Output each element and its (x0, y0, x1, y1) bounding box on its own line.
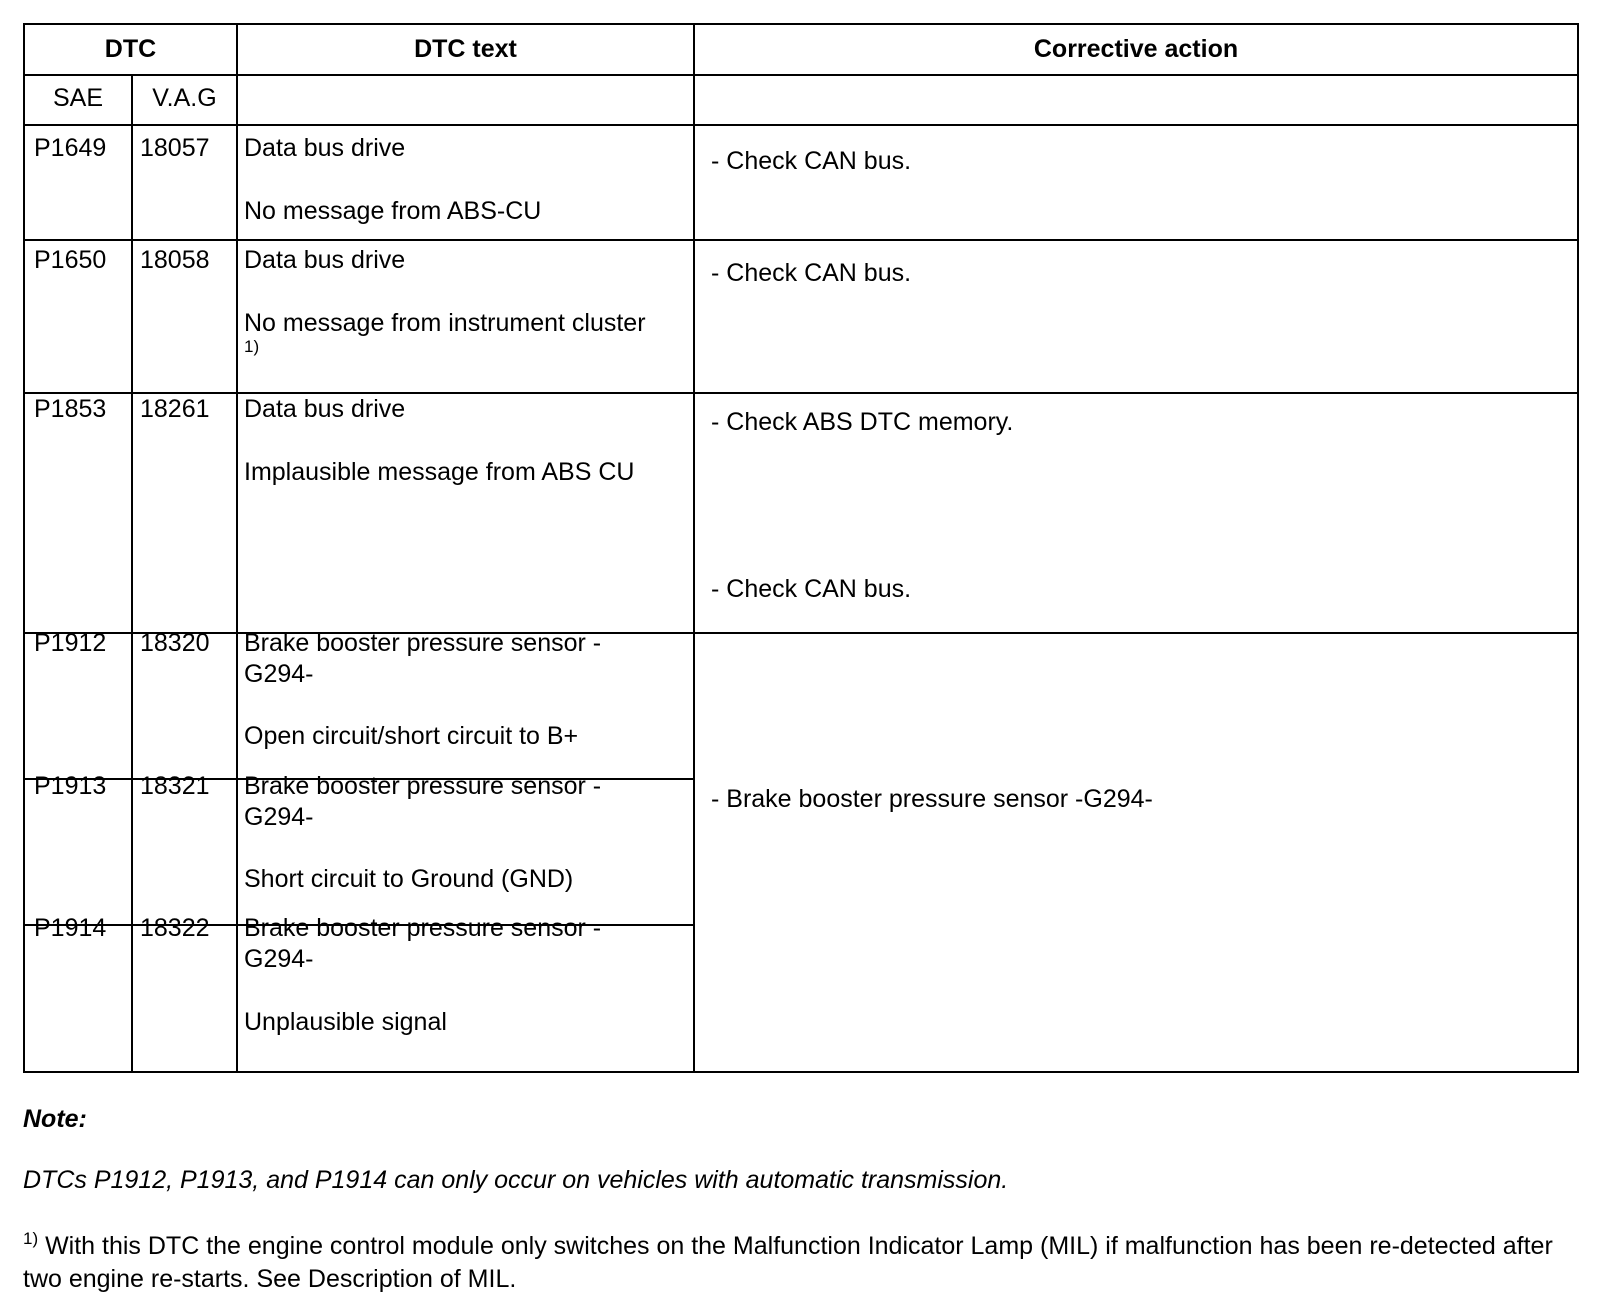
dtc-text-line2: Implausible message from ABS CU (244, 458, 635, 486)
dtc-text-line1: Data bus drive (244, 246, 406, 274)
footnote-text: With this DTC the engine control module only switches on the Malfunction Indicator Lamp (MIL) if malfunction has been re-detected after two engine re-starts. (23, 1232, 1553, 1293)
header-vag: V.A.G (152, 84, 217, 112)
dtc-text-line1: Data bus drive (244, 395, 406, 423)
sae-code: P1913 (34, 772, 107, 800)
corrective-action: - Check ABS DTC memory. (711, 408, 1014, 436)
note-body: DTCs P1912, P1913, and P1914 can only occur on vehicles with automatic transmission. (23, 1166, 1009, 1194)
sae-code: P1914 (34, 914, 107, 942)
footnote (23, 1230, 1578, 1296)
dtc-text-line1: Brake booster pressure sensor -G294- (244, 772, 602, 831)
dtc-text-line2: Open circuit/short circuit to B+ (244, 722, 579, 750)
note-title: Note: (23, 1105, 87, 1133)
corrective-action: - Check CAN bus. (711, 259, 912, 287)
footnote-end: . (509, 1265, 517, 1293)
corrective-action-merged: - Brake booster pressure sensor -G294- (711, 785, 1153, 813)
dtc-text-line2: Short circuit to Ground (GND) (244, 865, 574, 893)
col-divider (693, 25, 695, 1071)
row-divider (25, 74, 1577, 76)
vag-code: 18261 (140, 395, 210, 423)
vag-code: 18057 (140, 134, 210, 162)
dtc-text-line2-text: No message from instrument cluster (244, 309, 646, 337)
dtc-table (23, 23, 1579, 1073)
footnote-ref: 1) (244, 337, 260, 356)
vag-code: 18058 (140, 246, 210, 274)
header-dtc: DTC (104, 35, 157, 63)
sae-code: P1853 (34, 395, 107, 423)
sae-code: P1649 (34, 134, 107, 162)
see-label: See (256, 1265, 301, 1293)
description-of-mil-link[interactable]: Description of MIL (307, 1265, 510, 1293)
dtc-text-line1: Brake booster pressure sensor -G294- (244, 914, 602, 973)
footnote-marker: 1) (23, 1229, 39, 1248)
col-divider (131, 74, 133, 1071)
dtc-text-line2: No message from ABS-CU (244, 197, 542, 225)
col-divider (236, 25, 238, 1071)
header-dtc-text: DTC text (414, 35, 517, 63)
dtc-text-line1: Data bus drive (244, 134, 406, 162)
sae-code: P1650 (34, 246, 107, 274)
vag-code: 18322 (140, 914, 210, 942)
row-divider (25, 124, 1577, 126)
vag-code: 18320 (140, 629, 210, 657)
row-divider (25, 239, 1577, 241)
header-corrective-action: Corrective action (1033, 35, 1239, 63)
vag-code: 18321 (140, 772, 210, 800)
dtc-text-line2 (244, 308, 664, 370)
corrective-action: - Check CAN bus. (711, 147, 912, 175)
sae-code: P1912 (34, 629, 107, 657)
dtc-text-line2: Unplausible signal (244, 1008, 447, 1036)
dtc-text-line1: Brake booster pressure sensor -G294- (244, 629, 602, 688)
header-sae: SAE (52, 84, 104, 112)
corrective-action-2: - Check CAN bus. (711, 575, 912, 603)
